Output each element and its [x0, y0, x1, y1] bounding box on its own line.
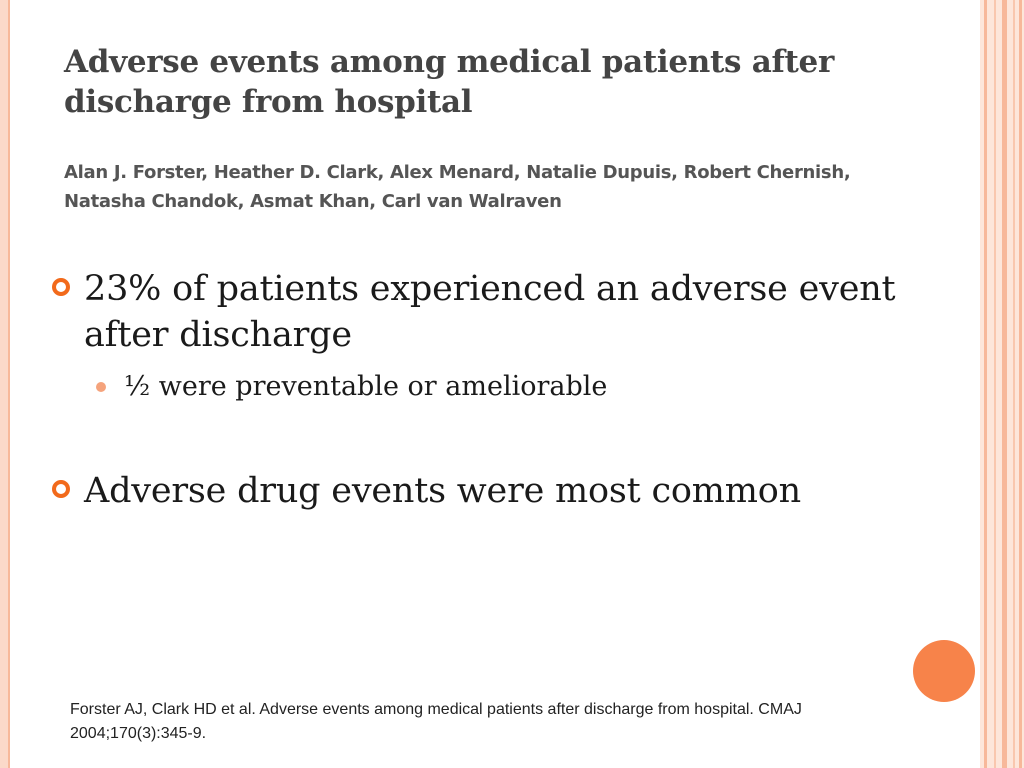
right-stripe	[1019, 0, 1022, 768]
right-stripe	[1002, 0, 1007, 768]
right-stripe	[984, 0, 987, 768]
bullet-text: 23% of patients experienced an adverse event after discharge	[84, 269, 896, 355]
sub-bullet-item	[96, 368, 607, 406]
right-border-stripes	[980, 0, 1024, 768]
ring-bullet-icon	[52, 278, 70, 296]
right-stripe	[1013, 0, 1015, 768]
bullet-item	[52, 468, 952, 514]
left-border-stripe	[0, 0, 8, 768]
citation: Forster AJ, Clark HD et al. Adverse events among medical patients after discharge from hospital. CMAJ 2004;170(3):345-9.	[70, 701, 802, 742]
right-stripe	[994, 0, 996, 768]
decorative-circle	[913, 640, 975, 702]
bullet-item	[52, 266, 952, 358]
paper-authors: Alan J. Forster, Heather D. Clark, Alex Menard, Natalie Dupuis, Robert Chernish, Natasha Chandok, Asmat Khan, Carl van Walraven	[64, 162, 851, 212]
left-border-line	[8, 0, 10, 768]
ring-bullet-icon	[52, 480, 70, 498]
bullet-text: Adverse drug events were most common	[84, 471, 801, 511]
sub-bullet-text: ½ were preventable or ameliorable	[124, 371, 608, 402]
dot-bullet-icon	[96, 382, 106, 392]
paper-title: Adverse events among medical patients after discharge from hospital	[64, 44, 834, 120]
